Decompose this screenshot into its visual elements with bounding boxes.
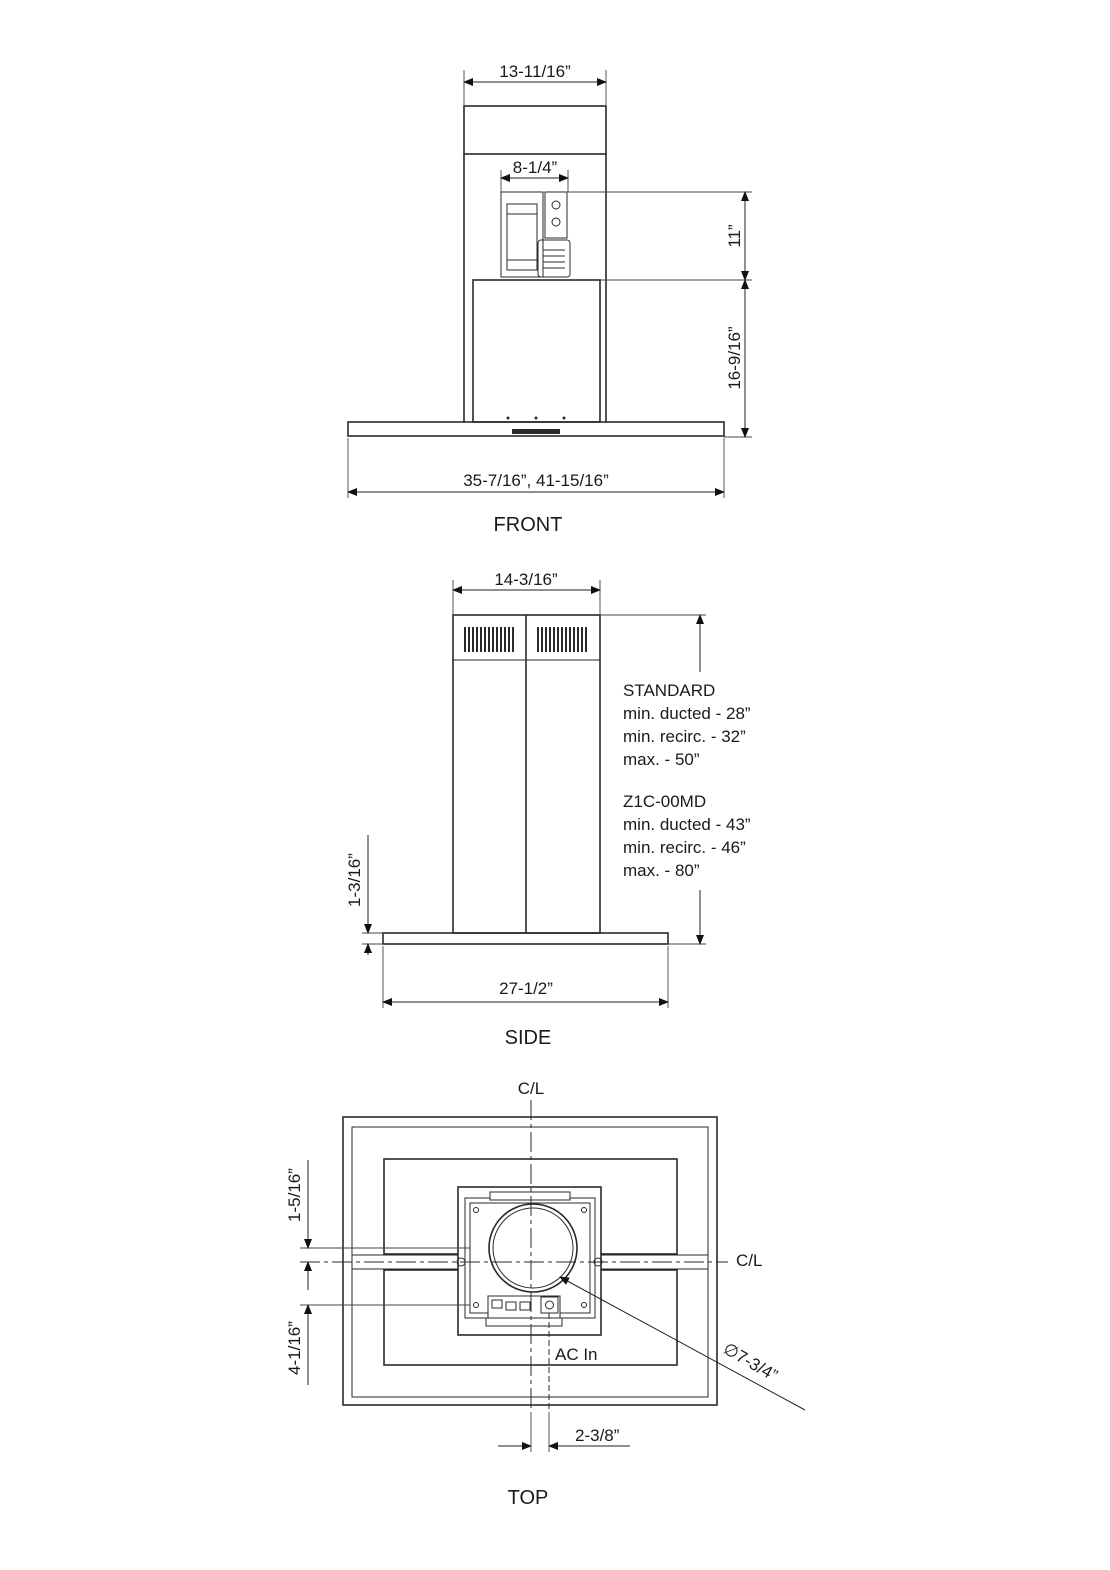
front-lower-body <box>473 280 600 422</box>
front-led <box>507 417 510 420</box>
side-canopy-depth-label: 27-1/2” <box>499 979 553 998</box>
front-view-title: FRONT <box>493 514 563 536</box>
front-control-panel <box>512 429 560 434</box>
side-view-title: SIDE <box>504 1027 552 1049</box>
note-line: STANDARD <box>623 681 716 700</box>
front-canopy-width-label: 35-7/16”, 41-15/16” <box>463 471 609 490</box>
note-line: min. ducted - 28” <box>623 704 751 723</box>
front-led <box>535 417 538 420</box>
front-upper-chimney <box>464 106 606 154</box>
top-view <box>285 1079 805 1509</box>
top-duct-diameter-leader <box>560 1277 805 1410</box>
note-line: max. - 50” <box>623 750 700 769</box>
side-canopy <box>383 933 668 944</box>
note-line: max. - 80” <box>623 861 700 880</box>
top-view-title: TOP <box>507 1487 549 1509</box>
top-ac-label: AC In <box>555 1345 598 1364</box>
top-centerline-horizontal-label: C/L <box>736 1251 763 1270</box>
note-line: min. ducted - 43” <box>623 815 751 834</box>
front-view <box>348 62 752 536</box>
side-height-notes <box>623 681 751 880</box>
front-led <box>563 417 566 420</box>
front-chimney-width-label: 13-11/16” <box>499 62 571 81</box>
top-offset-top-label: 1-5/16” <box>285 1168 304 1222</box>
top-ac-offset-label: 2-3/8” <box>575 1426 620 1445</box>
side-vent-slots-left <box>465 627 513 652</box>
note-line: min. recirc. - 32” <box>623 727 746 746</box>
front-motor-height-label: 11” <box>725 224 744 248</box>
front-screw <box>552 201 560 209</box>
top-centerline-vertical-label: C/L <box>517 1079 545 1098</box>
side-view <box>345 570 751 1049</box>
note-line: min. recirc. - 46” <box>623 838 746 857</box>
top-plate-tab <box>490 1192 570 1200</box>
top-duct-diameter-label: ∅7-3/4” <box>720 1339 781 1386</box>
top-offset-bottom-label: 4-1/16” <box>285 1321 304 1375</box>
note-line: Z1C-00MD <box>623 792 707 811</box>
front-bracket <box>545 192 567 238</box>
side-vent-slots-right <box>538 627 586 652</box>
front-lower-height-label: 16-9/16” <box>725 326 744 390</box>
front-motor-width-label: 8-1/4” <box>512 158 558 177</box>
side-chimney-depth-label: 14-3/16” <box>494 570 558 589</box>
side-canopy-thickness-label: 1-3/16” <box>345 853 364 907</box>
front-screw <box>552 218 560 226</box>
